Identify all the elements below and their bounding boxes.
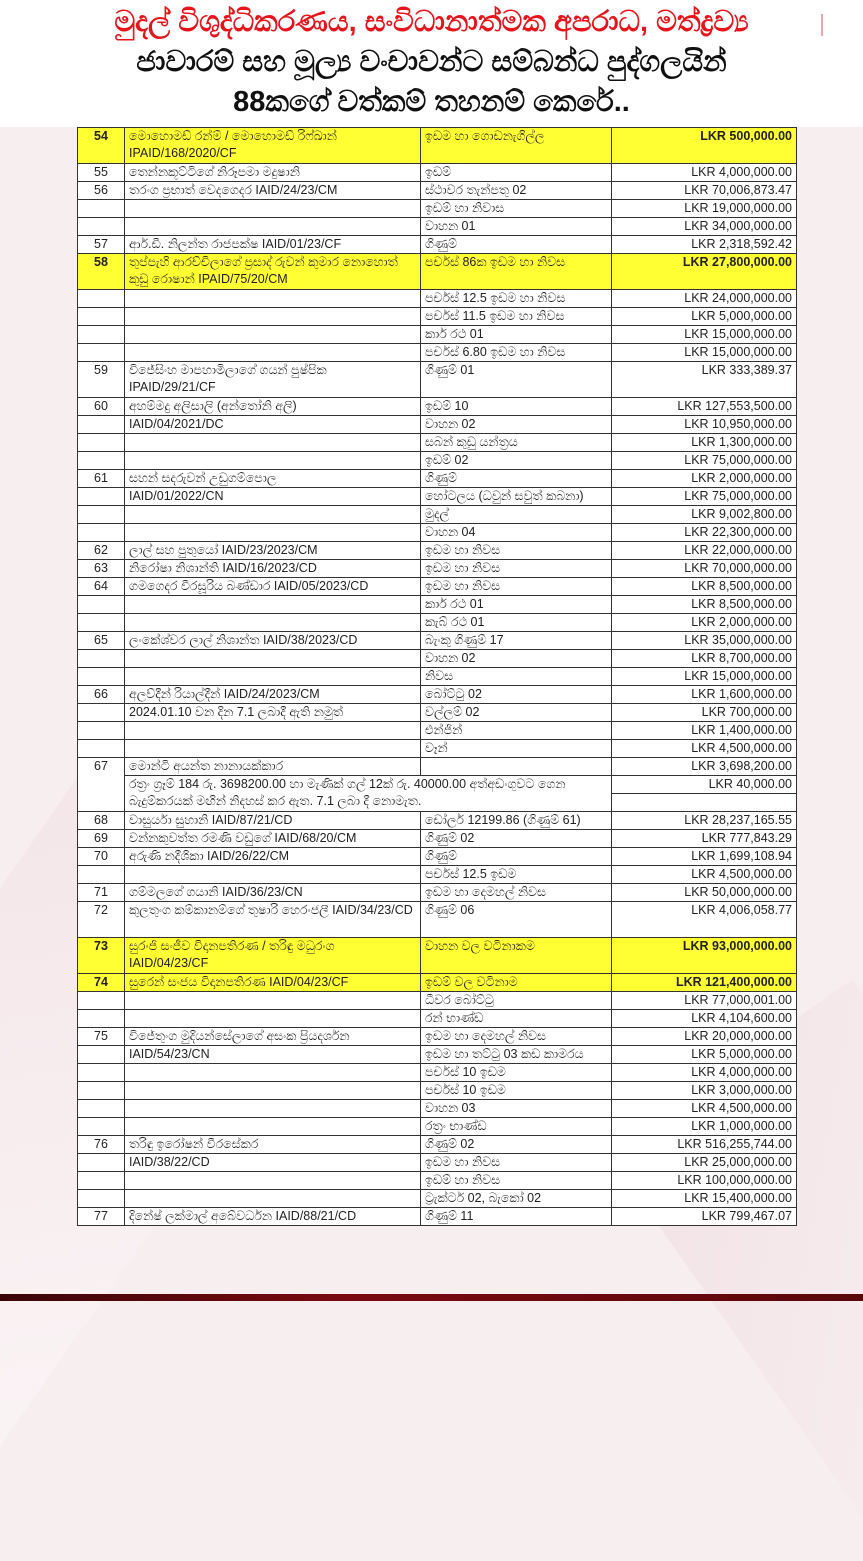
cell-value: LKR 15,000,000.00 xyxy=(612,344,797,362)
table-row xyxy=(78,974,797,992)
cell-asset: රන් භාණ්ඩ xyxy=(421,1010,612,1028)
cell-name xyxy=(125,344,421,362)
cell-value: LKR 9,002,800.00 xyxy=(612,506,797,524)
table-row xyxy=(78,1010,797,1028)
cell-asset: රත්‍රං භාණ්ඩ xyxy=(421,1118,612,1136)
cell-asset: නිවස xyxy=(421,668,612,686)
cell-asset: වාහන 04 xyxy=(421,524,612,542)
cell-number xyxy=(78,434,125,452)
cell-number: 64 xyxy=(78,578,125,596)
table-row xyxy=(78,1064,797,1082)
cell-name xyxy=(125,308,421,326)
cell-asset: පර්චස් 6.80 ඉඩම හා නිවස xyxy=(421,344,612,362)
table-body-row-67 xyxy=(78,758,797,812)
cell-name xyxy=(125,668,421,686)
cell-value: LKR 4,000,000.00 xyxy=(612,1064,797,1082)
cell-value: LKR 27,800,000.00 xyxy=(612,254,797,290)
cell-asset: බෝට්ටු 02 xyxy=(421,686,612,704)
cell-asset: ඉඩම් හා නිවස xyxy=(421,1172,612,1190)
cell-value: LKR 500,000.00 xyxy=(612,128,797,164)
cell-name xyxy=(125,722,421,740)
cell-value: LKR 4,500,000.00 xyxy=(612,866,797,884)
cell-number xyxy=(78,1172,125,1190)
cell-asset: වෑන් xyxy=(421,740,612,758)
cell-name xyxy=(125,434,421,452)
cell-number: 58 xyxy=(78,254,125,290)
cell-value: LKR 24,000,000.00 xyxy=(612,290,797,308)
cell-value: LKR 3,698,200.00 xyxy=(612,758,797,776)
cell-name xyxy=(125,506,421,524)
headline-line-1: මුදල් විශුද්ධිකරණය, සංවිධානාත්මක අපරාධ, මත්ද්‍රව්‍ය xyxy=(114,6,749,38)
cell-asset: ඉඩම හා ගොඩනැගිල්ල xyxy=(421,128,612,164)
table-row xyxy=(78,434,797,452)
cell-value: LKR 2,318,592.42 xyxy=(612,236,797,254)
cell-asset: ඉඩම හා නිවස xyxy=(421,1154,612,1172)
cell-name: මොහොමඩ් රන්ම් / මොහොමඩ් රිෆ්ඛාන් IPAID/168/2020/CF xyxy=(125,128,421,164)
cell-name: අහම්මදු අලිසාලි (අන්තෝනි අලි) xyxy=(125,398,421,416)
table-row xyxy=(78,632,797,650)
table-row xyxy=(78,668,797,686)
cell-number xyxy=(78,416,125,434)
cell-name: වන්නකුවත්ත රමණි වඩුගේ IAID/68/20/CM xyxy=(125,830,421,848)
headline-line-2: ජාවාරම් සහ මූල්‍ය වංචාවන්ට සම්බන්ධ පුද්ගලයින් xyxy=(136,46,727,78)
table-row xyxy=(78,1172,797,1190)
table-row xyxy=(78,848,797,866)
cell-number xyxy=(78,614,125,632)
cell-asset: පර්චස් 12.5 ඉඩම හා නිවස xyxy=(421,290,612,308)
cell-value: LKR 15,400,000.00 xyxy=(612,1190,797,1208)
table-row xyxy=(78,290,797,308)
cell-asset: ඉඩම් හා නිවාස xyxy=(421,200,612,218)
cell-value: LKR 8,500,000.00 xyxy=(612,596,797,614)
cell-asset: වල්ලම් 02 xyxy=(421,704,612,722)
cell-value: LKR 4,500,000.00 xyxy=(612,1100,797,1118)
cell-number xyxy=(78,740,125,758)
table-row xyxy=(78,398,797,416)
cell-number xyxy=(78,344,125,362)
cell-name: ලංකේශ්වර ලාල් නිශාන්ත IAID/38/2023/CD xyxy=(125,632,421,650)
cell-asset: ඉඩම් 10 xyxy=(421,398,612,416)
cell-number xyxy=(78,524,125,542)
cell-number: 65 xyxy=(78,632,125,650)
cell-value: LKR 4,000,000.00 xyxy=(612,164,797,182)
cell-number xyxy=(78,668,125,686)
cell-number xyxy=(78,596,125,614)
cell-name: විජේතුංග මුදියන්සේලාගේ අසංක ප්‍රියදර්ශන xyxy=(125,1028,421,1046)
cell-name: IAID/38/22/CD xyxy=(125,1154,421,1172)
table-row xyxy=(78,416,797,434)
cell-asset: වාහන 03 xyxy=(421,1100,612,1118)
cell-name: දිනේෂ් ලක්මාල් අබේවර්ධන IAID/88/21/CD xyxy=(125,1208,421,1226)
cell-number: 61 xyxy=(78,470,125,488)
cell-asset: ඉඩම හා නිවස xyxy=(421,560,612,578)
cell-name xyxy=(125,218,421,236)
cell-asset: වාහන 02 xyxy=(421,416,612,434)
cell-asset xyxy=(421,758,612,776)
cell-number: 55 xyxy=(78,164,125,182)
cell-value: LKR 15,000,000.00 xyxy=(612,668,797,686)
cell-asset: වාහන වල වටිනාකම xyxy=(421,938,612,974)
cell-name xyxy=(125,650,421,668)
cell-number: 62 xyxy=(78,542,125,560)
cell-asset: ධීවර බෝට්ටු xyxy=(421,992,612,1010)
cell-value: LKR 2,000,000.00 xyxy=(612,470,797,488)
cell-value: LKR 8,700,000.00 xyxy=(612,650,797,668)
cell-number xyxy=(78,1064,125,1082)
cell-number xyxy=(78,866,125,884)
cell-name: සහන් සදරුවන් උඩුගම්පොල xyxy=(125,470,421,488)
cell-name xyxy=(125,596,421,614)
table-row xyxy=(78,470,797,488)
cell-name: තරංග ප්‍රභාත් වෙදගෙදර IAID/24/23/CM xyxy=(125,182,421,200)
cell-asset: ඉඩම් xyxy=(421,164,612,182)
cell-asset: කාර් රථ 01 xyxy=(421,596,612,614)
table-row xyxy=(78,758,797,776)
cell-number: 74 xyxy=(78,974,125,992)
table-body-top xyxy=(78,128,797,758)
cell-number: 75 xyxy=(78,1028,125,1046)
cell-value: LKR 4,104,600.00 xyxy=(612,1010,797,1028)
cell-name: අලව්දීන් රියාල්දීන් IAID/24/2023/CM xyxy=(125,686,421,704)
cell-name: නිරෝෂා නිශාන්ති IAID/16/2023/CD xyxy=(125,560,421,578)
cell-name: IAID/01/2022/CN xyxy=(125,488,421,506)
table-row xyxy=(78,1208,797,1226)
table-row xyxy=(78,542,797,560)
cell-value: LKR 10,950,000.00 xyxy=(612,416,797,434)
cell-number xyxy=(78,488,125,506)
cell-number: 70 xyxy=(78,848,125,866)
table-row xyxy=(78,1100,797,1118)
table-body-bottom xyxy=(78,812,797,1226)
table-row xyxy=(78,452,797,470)
cell-number xyxy=(78,326,125,344)
cell-number xyxy=(78,722,125,740)
cell-asset: ගිණුම් 01 xyxy=(421,362,612,398)
cell-value: LKR 15,000,000.00 xyxy=(612,326,797,344)
cell-asset: ඉඩම් 02 xyxy=(421,452,612,470)
cell-value: LKR 5,000,000.00 xyxy=(612,1046,797,1064)
cell-name xyxy=(125,992,421,1010)
cell-name xyxy=(125,1190,421,1208)
table-row xyxy=(78,866,797,884)
cell-number: 77 xyxy=(78,1208,125,1226)
cell-name: තරිඳු ඉරෝෂන් වීරසේකර xyxy=(125,1136,421,1154)
table-row xyxy=(78,938,797,974)
table-row xyxy=(78,128,797,164)
cell-name xyxy=(125,1172,421,1190)
cell-number: 66 xyxy=(78,686,125,704)
table-row xyxy=(78,578,797,596)
table-row xyxy=(78,596,797,614)
table-row xyxy=(78,884,797,902)
cell-number xyxy=(78,1154,125,1172)
cell-asset: ගිණුම් 06 xyxy=(421,902,612,938)
cell-value: LKR 75,000,000.00 xyxy=(612,488,797,506)
table-row xyxy=(78,164,797,182)
cell-value-empty xyxy=(612,794,797,812)
cell-value: LKR 35,000,000.00 xyxy=(612,632,797,650)
cell-asset: ගිණුම් 11 xyxy=(421,1208,612,1226)
cell-name: සුරෙන් සංජය විදානපතිරණ IAID/04/23/CF xyxy=(125,974,421,992)
cell-asset: පර්චස් 10 ඉඩම xyxy=(421,1064,612,1082)
cell-number xyxy=(78,218,125,236)
cell-number: 68 xyxy=(78,812,125,830)
cell-value: LKR 22,000,000.00 xyxy=(612,542,797,560)
table-row xyxy=(78,830,797,848)
cell-value: LKR 20,000,000.00 xyxy=(612,1028,797,1046)
cell-asset: කාර් රථ 01 xyxy=(421,326,612,344)
cell-number: 69 xyxy=(78,830,125,848)
cell-name: ලාල් සහ පුතුයෝ IAID/23/2023/CM xyxy=(125,542,421,560)
table-row xyxy=(78,1082,797,1100)
cell-value: LKR 799,467.07 xyxy=(612,1208,797,1226)
table-row xyxy=(78,1028,797,1046)
cell-number: 71 xyxy=(78,884,125,902)
cell-number: 63 xyxy=(78,560,125,578)
table-row xyxy=(78,218,797,236)
cell-name xyxy=(125,524,421,542)
cell-value: LKR 4,006,058.77 xyxy=(612,902,797,938)
cell-name: IAID/04/2021/DC xyxy=(125,416,421,434)
cell-asset: පර්චස් 10 ඉඩම xyxy=(421,1082,612,1100)
cell-value: LKR 777,843.29 xyxy=(612,830,797,848)
cell-value: LKR 40,000.00 xyxy=(612,776,797,794)
table-row xyxy=(78,1118,797,1136)
headline-line-3: 88කගේ වත්කම් තහනම් කෙරේ.. xyxy=(233,86,630,118)
cell-asset: කැබ් රථ 01 xyxy=(421,614,612,632)
cell-value: LKR 333,389.37 xyxy=(612,362,797,398)
cell-name: තුප්පැහි ආරච්චිලාගේ ප්‍රසාද් රුවන් කුමාර නොහොත් කුඩු රොෂාන් IPAID/75/20/CM xyxy=(125,254,421,290)
cell-name xyxy=(125,290,421,308)
cell-name xyxy=(125,326,421,344)
table-row xyxy=(78,1046,797,1064)
cell-number: 59 xyxy=(78,362,125,398)
table-row xyxy=(78,740,797,758)
cell-asset: ගිණුම් xyxy=(421,236,612,254)
cell-number: 72 xyxy=(78,902,125,938)
table-row xyxy=(78,812,797,830)
cell-number: 60 xyxy=(78,398,125,416)
cell-value: LKR 1,400,000.00 xyxy=(612,722,797,740)
table-row xyxy=(78,254,797,290)
cell-asset: එන්ජින් xyxy=(421,722,612,740)
cell-name xyxy=(125,1118,421,1136)
cell-asset: ඉඩම හා නිවස xyxy=(421,578,612,596)
table-row xyxy=(78,200,797,218)
footer-bar xyxy=(0,1294,863,1301)
cell-value: LKR 1,699,108.94 xyxy=(612,848,797,866)
cell-name: වාසුර්යා සුහානි IAID/87/21/CD xyxy=(125,812,421,830)
cell-asset: ගිණුම් xyxy=(421,848,612,866)
cell-value: LKR 75,000,000.00 xyxy=(612,452,797,470)
cell-note: රත්‍රං ග්‍රෑම් 184 රු. 3698200.00 හා මැණික් ගල් 12ක් රු. 40000.00 අත්අඩංගුවට ගෙන බැදුම්කරයක් මඟින් නිදහස් කර ඇත. 7.1 ලබා දී නොමැත. xyxy=(125,776,612,812)
cell-value: LKR 22,300,000.00 xyxy=(612,524,797,542)
cell-asset: ට්‍රැක්ටර් 02, බැකෝ 02 xyxy=(421,1190,612,1208)
cell-value: LKR 25,000,000.00 xyxy=(612,1154,797,1172)
cell-number xyxy=(78,1046,125,1064)
cell-number: 76 xyxy=(78,1136,125,1154)
table-row xyxy=(78,362,797,398)
table-row xyxy=(78,488,797,506)
cell-value: LKR 127,553,500.00 xyxy=(612,398,797,416)
cell-asset: ඉඩම හා දෙමහල් නිවස xyxy=(421,1028,612,1046)
cell-asset: පර්චස් 12.5 ඉඩම xyxy=(421,866,612,884)
table-row xyxy=(78,308,797,326)
cell-number: 73 xyxy=(78,938,125,974)
cell-value: LKR 19,000,000.00 xyxy=(612,200,797,218)
cell-name xyxy=(125,452,421,470)
cell-number xyxy=(78,1118,125,1136)
table-row xyxy=(78,722,797,740)
cell-number xyxy=(78,452,125,470)
cell-asset: හෝටලය (ධවුන් සවුත් කබනා) xyxy=(421,488,612,506)
cell-value: LKR 2,000,000.00 xyxy=(612,614,797,632)
cell-value: LKR 77,000,001.00 xyxy=(612,992,797,1010)
cell-value: LKR 700,000.00 xyxy=(612,704,797,722)
cell-asset: ගිණුම් 02 xyxy=(421,1136,612,1154)
cell-name xyxy=(125,200,421,218)
table-row xyxy=(78,1190,797,1208)
cell-number xyxy=(78,992,125,1010)
cell-asset: ඩෝලර් 12199.86 (ගිණුම් 61) xyxy=(421,812,612,830)
cell-asset: මුදල් xyxy=(421,506,612,524)
table-row xyxy=(78,560,797,578)
cell-number xyxy=(78,1010,125,1028)
cell-value: LKR 34,000,000.00 xyxy=(612,218,797,236)
cell-number xyxy=(78,1100,125,1118)
cell-number xyxy=(78,308,125,326)
cell-number xyxy=(78,200,125,218)
cell-name xyxy=(125,1082,421,1100)
cell-number xyxy=(78,290,125,308)
cell-asset: ස්ථාවර තැන්පතු 02 xyxy=(421,182,612,200)
cell-asset: ඉඩම හා නිවස xyxy=(421,542,612,560)
cell-name xyxy=(125,1100,421,1118)
cell-asset: පර්චස් 86ක ඉඩම හා නිවස xyxy=(421,254,612,290)
cell-name: ආර්.ඩී. නිලන්ත රාජපක්ෂ IAID/01/23/CF xyxy=(125,236,421,254)
cell-value: LKR 121,400,000.00 xyxy=(612,974,797,992)
table-row xyxy=(78,344,797,362)
cell-asset: ගිණුම් 02 xyxy=(421,830,612,848)
cell-value: LKR 100,000,000.00 xyxy=(612,1172,797,1190)
cell-name xyxy=(125,1010,421,1028)
cell-number xyxy=(78,506,125,524)
table-row xyxy=(78,182,797,200)
table-row xyxy=(78,524,797,542)
cell-asset: බැංකු ගිණුම් 17 xyxy=(421,632,612,650)
cell-value: LKR 1,000,000.00 xyxy=(612,1118,797,1136)
cell-asset: ඉඩම් වල වටිනාම xyxy=(421,974,612,992)
cell-name: අරුණි නදීශිකා IAID/26/22/CM xyxy=(125,848,421,866)
cell-value: LKR 3,000,000.00 xyxy=(612,1082,797,1100)
table-row xyxy=(78,992,797,1010)
table-row xyxy=(78,614,797,632)
table-row xyxy=(78,1136,797,1154)
cell-asset: වාහන 01 xyxy=(421,218,612,236)
cell-value: LKR 8,500,000.00 xyxy=(612,578,797,596)
cell-name: විජේසිංහ මාපහාමිලාගේ ගයන් පුෂ්පික IPAID/29/21/CF xyxy=(125,362,421,398)
cell-value: LKR 93,000,000.00 xyxy=(612,938,797,974)
cell-value: LKR 28,237,165.55 xyxy=(612,812,797,830)
table-row xyxy=(78,506,797,524)
cell-name xyxy=(125,740,421,758)
cell-value: LKR 1,300,000.00 xyxy=(612,434,797,452)
cell-number: 67 xyxy=(78,758,125,812)
cell-number xyxy=(78,1082,125,1100)
cell-value: LKR 50,000,000.00 xyxy=(612,884,797,902)
cell-asset: පර්චස් 11.5 ඉඩම හා නිවස xyxy=(421,308,612,326)
cell-number: 56 xyxy=(78,182,125,200)
cell-value: LKR 1,600,000.00 xyxy=(612,686,797,704)
table-row xyxy=(78,704,797,722)
cell-name: IAID/54/23/CN xyxy=(125,1046,421,1064)
cell-number: 57 xyxy=(78,236,125,254)
cell-name: 2024.01.10 වන දින 7.1 ලබාදී ඇති නමුත් xyxy=(125,704,421,722)
table-row xyxy=(78,686,797,704)
cell-name xyxy=(125,866,421,884)
decorative-tick xyxy=(821,14,823,36)
cell-name xyxy=(125,614,421,632)
table-row xyxy=(78,326,797,344)
cell-value: LKR 4,500,000.00 xyxy=(612,740,797,758)
table-row xyxy=(78,1154,797,1172)
cell-value: LKR 5,000,000.00 xyxy=(612,308,797,326)
headline xyxy=(0,0,863,127)
cell-value: LKR 516,255,744.00 xyxy=(612,1136,797,1154)
table-row xyxy=(78,776,797,794)
cell-number xyxy=(78,650,125,668)
cell-name: තෙන්නකූට්ටිගේ නිරූපමා මදුෂානි xyxy=(125,164,421,182)
cell-number: 54 xyxy=(78,128,125,164)
cell-name: මොන්ටි අයන්ත නානායක්කාර xyxy=(125,758,421,776)
cell-asset: ඉඩම හා තට්ටු 03 කඩ කාමරය xyxy=(421,1046,612,1064)
cell-asset: සබන් කුඩු යන්ත්‍රය xyxy=(421,434,612,452)
cell-name: කුලතුංග කම්කානම්ගේ තුෂාරි හෙරංජලී IAID/34/23/CD xyxy=(125,902,421,938)
cell-asset: ගිණුම් xyxy=(421,470,612,488)
table-row xyxy=(78,236,797,254)
cell-name: ගම්මලගේ ගයානි IAID/36/23/CN xyxy=(125,884,421,902)
asset-freeze-table xyxy=(77,127,796,1226)
cell-asset: වාහන 02 xyxy=(421,650,612,668)
table-row xyxy=(78,902,797,938)
cell-value: LKR 70,000,000.00 xyxy=(612,560,797,578)
cell-name: ගමගෙදර වීරසූරිය බණ්ඩාර IAID/05/2023/CD xyxy=(125,578,421,596)
cell-number xyxy=(78,1190,125,1208)
cell-name xyxy=(125,1064,421,1082)
cell-value: LKR 70,006,873.47 xyxy=(612,182,797,200)
cell-asset: ඉඩම හා දෙමහල් නිවස xyxy=(421,884,612,902)
cell-number xyxy=(78,704,125,722)
table-row xyxy=(78,650,797,668)
cell-name: සුරංජි සංජීව විදානපතිරණ / තරිඳු මධුරංග IAID/04/23/CF xyxy=(125,938,421,974)
